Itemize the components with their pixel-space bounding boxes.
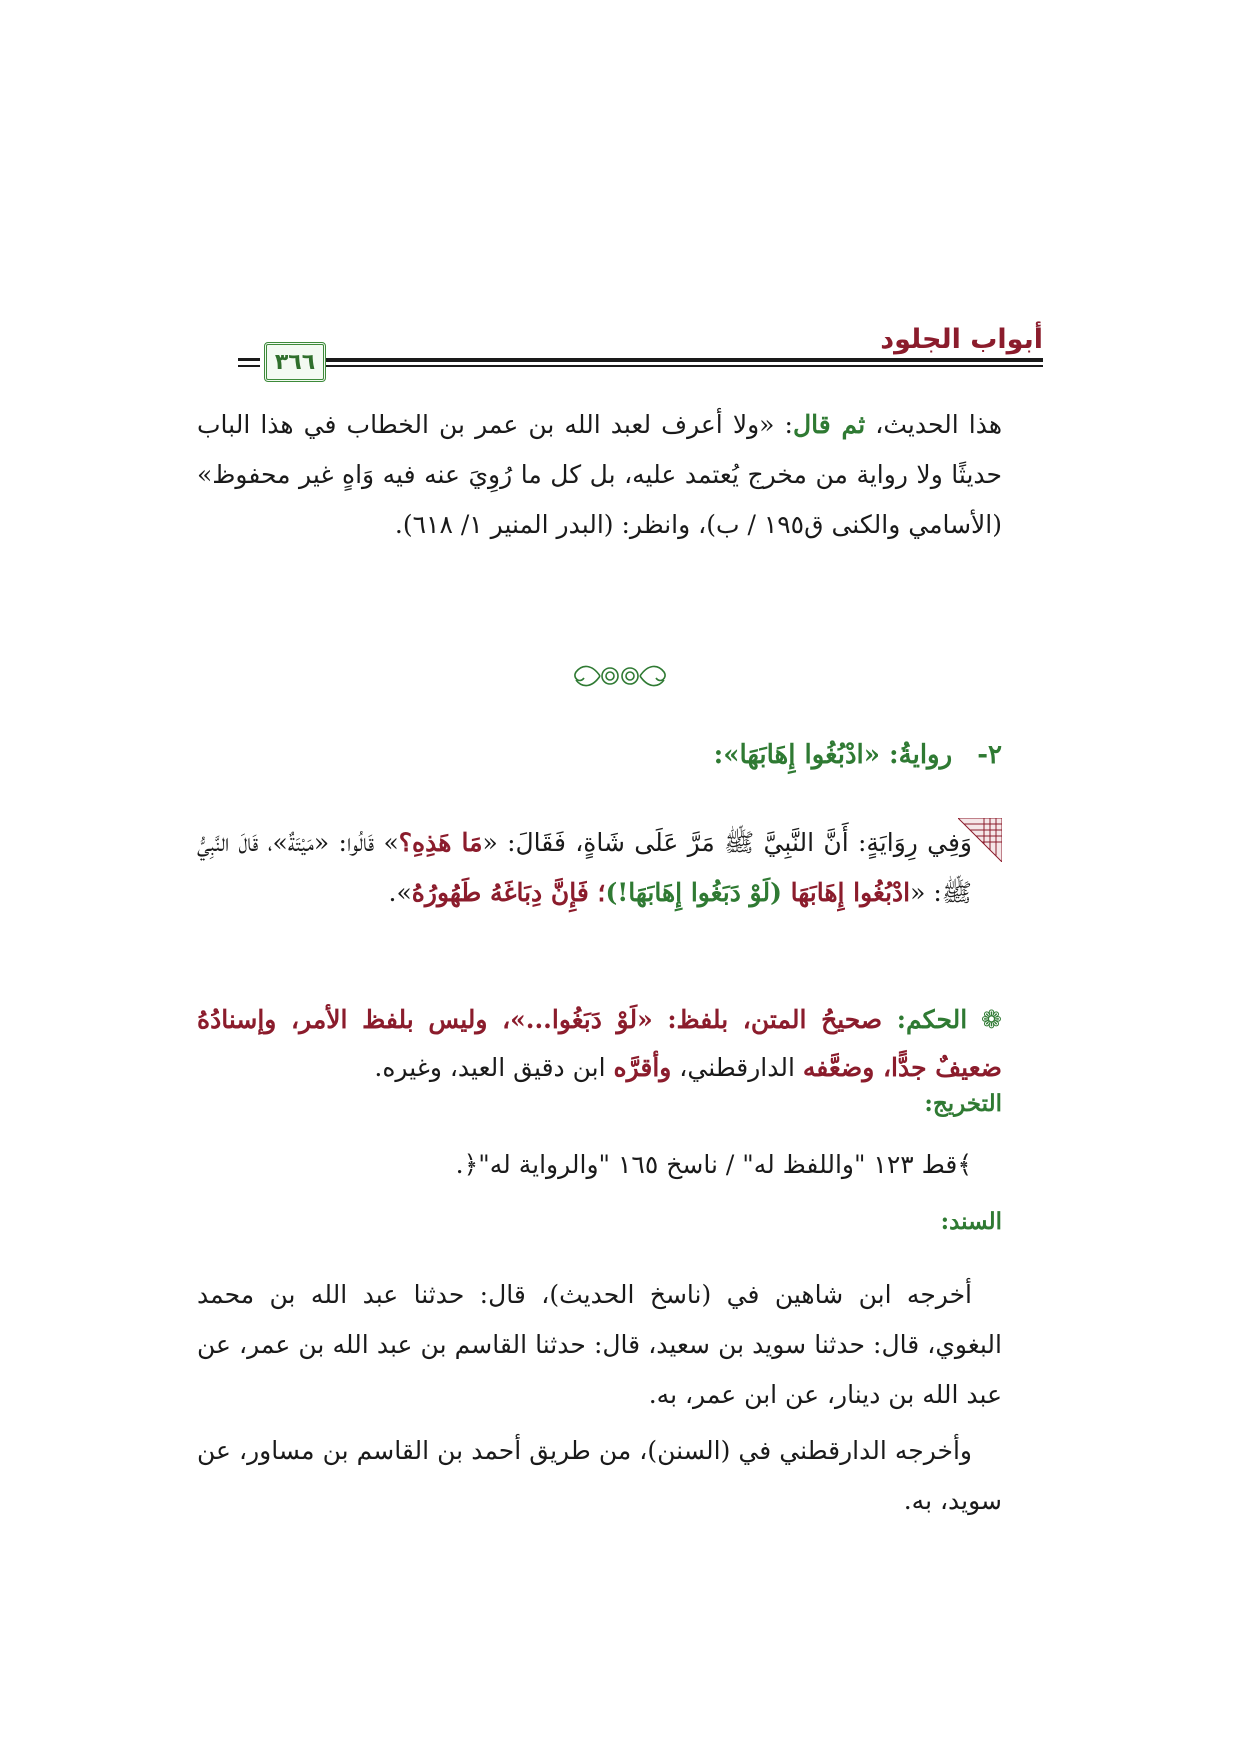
ruling-bullet-icon: ❁ — [967, 1005, 1002, 1034]
ruling-text: وأقرَّه — [613, 1053, 672, 1082]
intro-text: هذا الحديث، — [865, 410, 1002, 439]
hadith-block — [197, 818, 1002, 978]
takhrij-heading: التخريج: — [924, 1090, 1002, 1117]
header-rule — [238, 365, 260, 367]
hadith-part: ؛ فَإِنَّ دِبَاغَهُ طَهُورُهُ — [411, 878, 606, 907]
hadith-part: » قَالُوا: «مَيْتَةٌ»، قَالَ النَّبِيُّ ﷺ: « — [197, 828, 972, 907]
hadith-part: ادْبُغُوا إِهَابَهَا — [790, 878, 911, 907]
intro-highlight: ثم قال — [792, 410, 866, 439]
book-title: أبواب الجلود — [880, 324, 1043, 355]
header-rule — [322, 365, 1043, 367]
page-header — [238, 318, 1043, 390]
ruling-label: الحكم: — [896, 1005, 968, 1034]
hadith-part: مَا هَذِهِ؟ — [398, 828, 483, 857]
intro-text: : «ولا أعرف لعبد الله بن عمر بن الخطاب في هذا الباب حديثًا ولا رواية من مخرج يُعتمد عليه، بل كل ما رُوِيَ عنه فيه وَاهٍ غير محفوظ» (الأسامي والكنى ق١٩٥ / ب)، وانظر: (البدر المنير ١/ ٦١٨). — [197, 410, 1002, 539]
sanad-paragraph-2: وأخرجه الدارقطني في (السنن)، من طريق أحمد بن القاسم بن مساور، عن سويد، به. — [197, 1436, 1002, 1515]
takhrij-line: ﴾قط ١٢٣ "واللفظ له" / ناسخ ١٦٥ "والرواية له"﴿. — [455, 1150, 972, 1179]
ruling-text: ابن دقيق العيد، وغيره. — [374, 1053, 614, 1082]
hadith-part: وَفِي رِوَايَةٍ: أَنَّ النَّبِيَّ ﷺ مَرَّ عَلَى شَاةٍ، فَقَالَ: « — [482, 828, 972, 857]
page-number: ٣٦٦ — [264, 342, 326, 382]
header-rule — [238, 358, 260, 361]
header-rule — [322, 358, 1043, 362]
section-title — [714, 740, 1002, 770]
ruling-paragraph — [197, 996, 1002, 1092]
hadith-part: (لَوْ دَبَغُوا إِهَابَهَا!) — [605, 878, 791, 907]
ruling-text: صحيحُ المتن، بلفظ: «لَوْ دَبَغُوا...»، وليس بلفظ الأمر، وإسنادُهُ ضعيفٌ جدًّا، وضعَّفه — [197, 1005, 1002, 1082]
intro-paragraph — [197, 400, 1002, 550]
section-heading: روايةُ: «ادْبُغُوا إِهَابَهَا»: — [713, 740, 953, 770]
sanad-paragraph-1: أخرجه ابن شاهين في (ناسخ الحديث)، قال: حدثنا عبد الله بن محمد البغوي، قال: حدثنا سويد بن سعيد، قال: حدثنا القاسم بن عبد الله بن عمر، عن عبد الله بن دينار، عن ابن عمر، به. — [197, 1280, 1002, 1409]
hadith-text — [197, 818, 972, 918]
hadith-part: ». — [388, 878, 412, 907]
section-number: ٢- — [977, 740, 1002, 770]
ruling-text: الدارقطني، — [671, 1053, 803, 1082]
ornament-divider-icon — [560, 660, 680, 692]
sanad-heading: السند: — [940, 1208, 1002, 1235]
